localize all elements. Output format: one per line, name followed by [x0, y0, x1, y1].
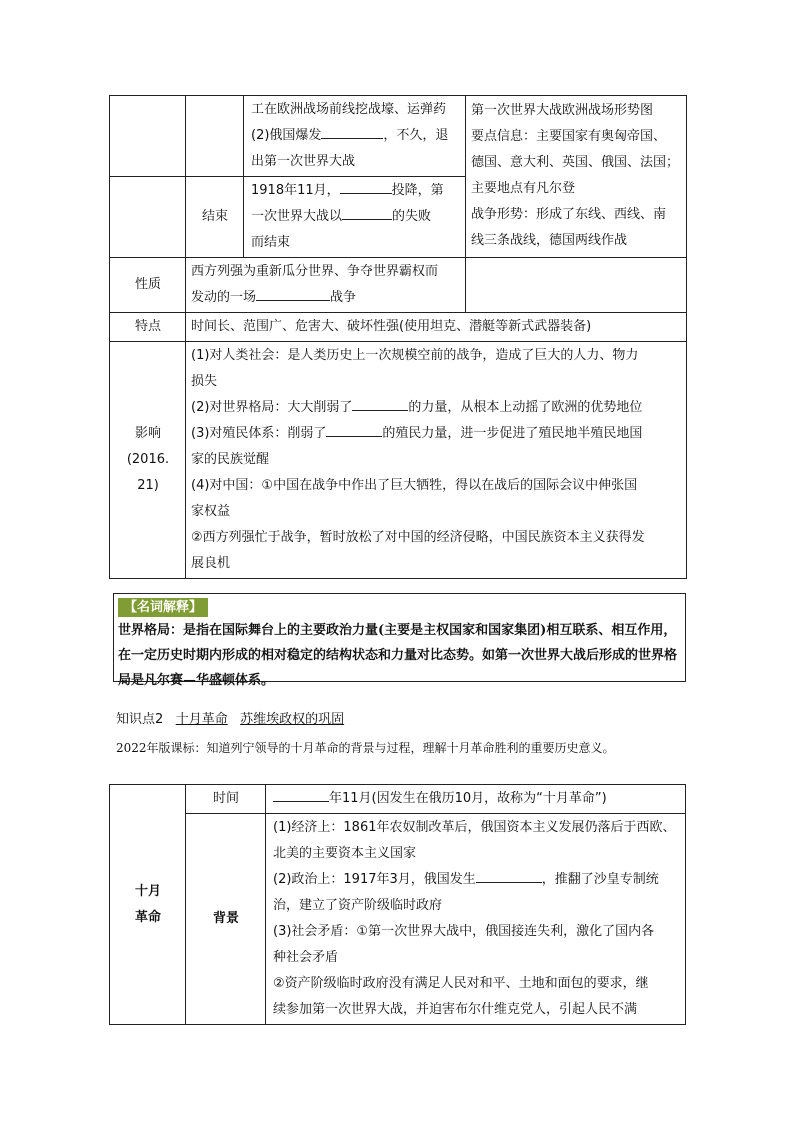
time-label: 时间 — [186, 785, 266, 814]
map-info-cell: 第一次世界大战欧洲战场形势图 要点信息：主要国家有奥匈帝国、 德国、意大利、英国、俄国、法国； 主要地点有凡尔登 战争形势：形成了东线、西线、南 线三条战线，德国两线作战 — [466, 96, 687, 258]
features-label: 特点 — [110, 313, 186, 342]
label-cell-empty — [110, 96, 186, 177]
term-box-heading: 【名词解释】 — [118, 598, 208, 617]
fill-blank — [340, 179, 392, 194]
process-cell: 工在欧洲战场前线挖战壕、运弹药 (2)俄国爆发 ，不久，退 出第一次世界大战 — [244, 96, 466, 177]
background-label: 背景 — [186, 814, 266, 1025]
kp-title-a: 十月革命 — [175, 712, 228, 727]
time-cell: 年11月(因发生在俄历10月，故称为“十月革命”) — [266, 785, 686, 814]
fill-blank — [476, 868, 542, 883]
revolution-label: 十月 革命 — [110, 785, 186, 1025]
fill-blank — [352, 396, 408, 411]
impact-cell: (1)对人类社会：是人类历史上一次规模空前的战争，造成了巨大的人力、物力 损失 (2)对世界格局：大大削弱了 的力量，从根本上动摇了欧洲的优势地位 (3)对殖民体系：削弱了 的殖民力量，进一步促进了殖民地半殖民地国 家的民族觉醒 (4)对中国：①中国在战争中作出了巨大牺牲，得以在战后的国际会议中伸张国 家权益 ②西方列强忙于战争，暂时放松了对中国的经济侵略，中国民族资本主义获得发 展良机 — [186, 342, 687, 579]
impact-label: 影响 (2016. 21) — [110, 342, 186, 579]
sublabel-cell-empty — [186, 96, 244, 177]
table-row — [110, 258, 687, 313]
background-cell: (1)经济上：1861年农奴制改革后，俄国资本主义发展仍落后于西欧、 北美的主要资本主义国家 (2)政治上：1917年3月，俄国发生 ，推翻了沙皇专制统 治，建立了资产阶级临时政府 (3)社会矛盾：①第一次世界大战中，俄国接连失利，激化了国内各 种社会矛盾 ②资产阶级临时政府没有满足人民对和平、土地和面包的要求，继 续参加第一次世界大战，并迫害布尔什维克党人，引起人民不满 — [266, 814, 686, 1025]
label-cell-empty — [110, 177, 186, 258]
fill-blank — [321, 124, 383, 139]
knowledge-point-heading — [116, 710, 344, 730]
fill-blank — [326, 422, 382, 437]
table-row — [110, 313, 687, 342]
end-label: 结束 — [186, 177, 244, 258]
kp-prefix: 知识点2 — [116, 712, 164, 727]
term-name: 世界格局： — [118, 623, 184, 638]
kp-title-b: 苏维埃政权的巩固 — [240, 712, 345, 727]
table-row — [110, 96, 687, 177]
term-definition: 是指在国际舞台上的主要政治力量(主要是主权国家和国家集团)相互联系、相互作用，在一定历史时期内形成的相对稳定的结构状态和力量对比态势。如第一次世界大战后形成的世界格局是凡尔赛—华盛顿体系。 — [118, 623, 678, 688]
ww1-summary-table — [109, 95, 687, 579]
table-row — [110, 342, 687, 579]
table-row — [110, 814, 686, 1025]
october-revolution-table — [109, 784, 686, 1025]
fill-blank — [256, 286, 330, 301]
fill-blank — [342, 205, 392, 220]
table-row — [110, 785, 686, 814]
curriculum-standard: 2022年版课标：知道列宁领导的十月革命的背景与过程，理解十月革命胜利的重要历史意义。 — [116, 741, 615, 755]
empty-cell — [466, 258, 687, 313]
features-cell: 时间长、范围广、危害大、破坏性强(使用坦克、潜艇等新式武器装备) — [186, 313, 687, 342]
nature-label: 性质 — [110, 258, 186, 313]
end-cell: 1918年11月， 投降，第 一次世界大战以 的失败 而结束 — [244, 177, 466, 258]
term-box-text — [118, 618, 681, 693]
fill-blank — [273, 787, 329, 802]
term-explanation-box — [113, 593, 686, 688]
nature-cell: 西方列强为重新瓜分世界、争夺世界霸权而 发动的一场 战争 — [186, 258, 466, 313]
